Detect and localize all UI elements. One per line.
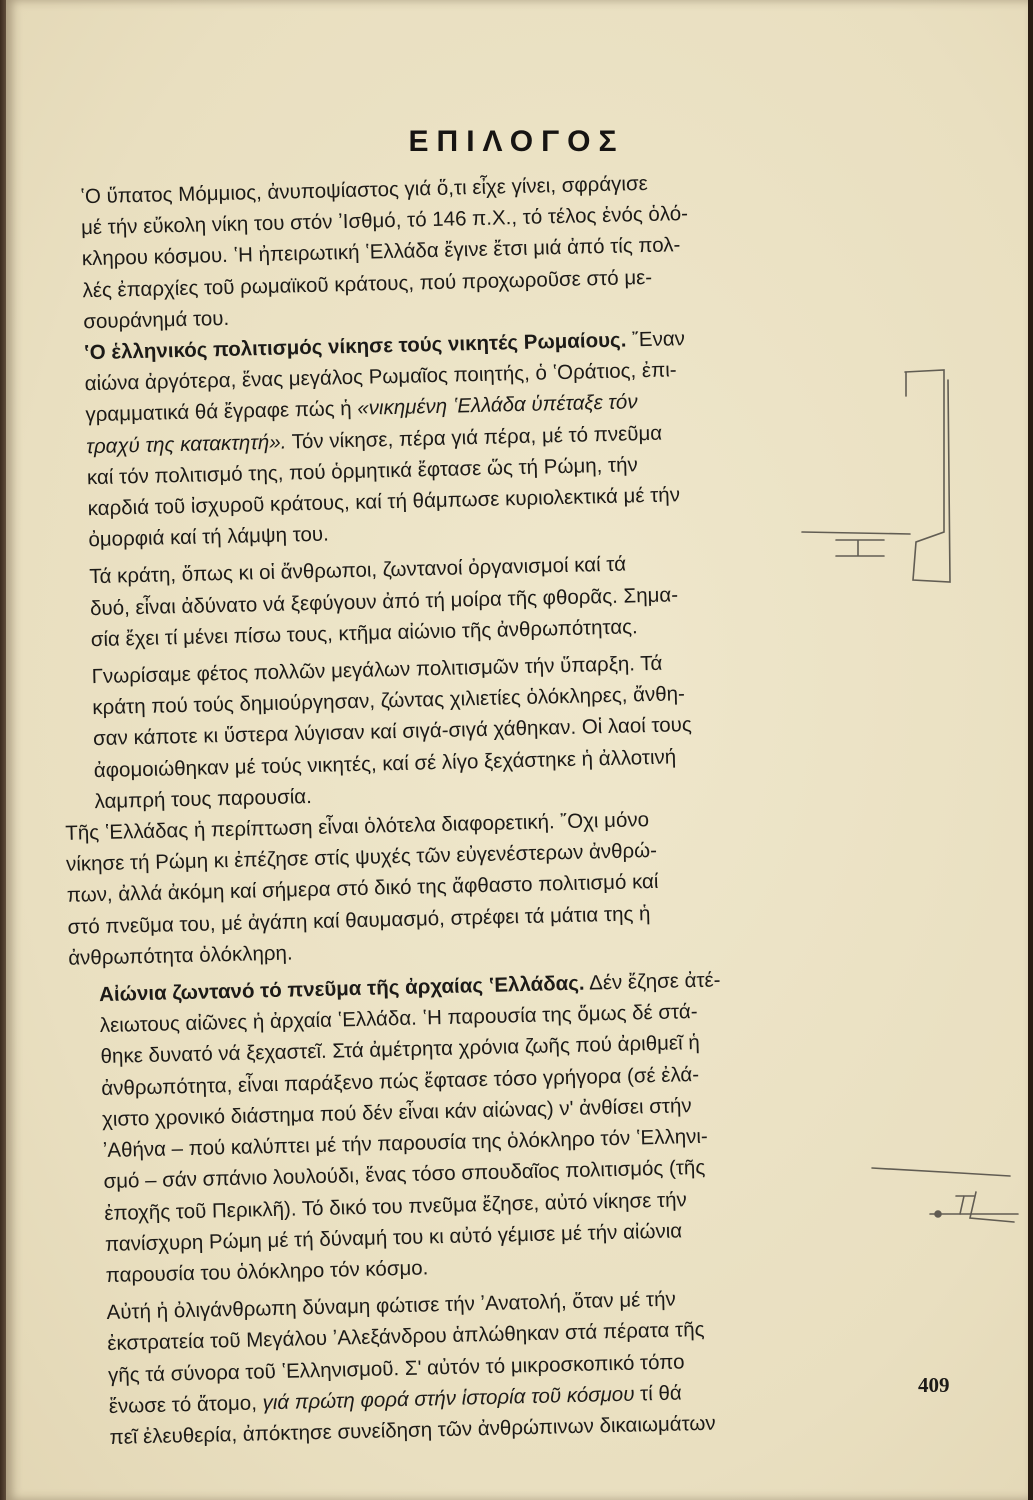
text-run: γραμματικά θά ἔγραφε πώς ἡ [85, 397, 352, 427]
text-run: Δέν ἔζησε ἀτέ- [584, 968, 721, 995]
italic-quote: τραχύ της κατακτητή». [85, 430, 287, 458]
text-line: σουράνημά του. [83, 306, 230, 334]
text-line: ἀνθρωπότητα, εἶναι παράξενο πώς ἔφτασε τόσο γρήγορα (σέ ἐλά- [101, 1062, 700, 1100]
text-line: μέ τήν εὔκολη νίκη του στόν ʼΙσθμό, τό 146 π.Χ., τό τέλος ἑνός ὁλό- [80, 202, 689, 240]
text-run: Τόν νίκησε, πέρα γιά πέρα, μέ τό πνεῦμα [286, 421, 663, 454]
text-line: Τά κράτη, ὅπως κι οἱ ἄνθρωποι, ζωντανοί ὀργανισμοί καί τά [89, 552, 627, 589]
text-line: αἰώνα ἀργότερα, ἕνας μεγάλος Ρωμαῖος ποιητής, ὁ ʽΟράτιος, ἐπι- [84, 358, 677, 396]
pencil-stroke-mark [956, 1192, 1014, 1222]
text-line: πεῖ ἐλευθερία, ἀπόκτησε συνείδηση τῶν ἀνθρώπινων δικαιωμάτων [109, 1411, 716, 1449]
page-number: 409 [918, 1373, 950, 1397]
text-line: νίκησε τή Ρώμη κι ἐπέζησε στίς ψυχές τῶν εὐγενέστερων ἀνθρώ- [65, 839, 658, 877]
text-line: κληρου κόσμου. ʽΗ ἠπειρωτική ʽΕλλάδα ἔγινε ἔτσι μιά ἀπό τίς πολ- [81, 233, 681, 271]
text-run: ἕνωσε τό ἄτομο, [108, 1391, 263, 1418]
pencil-stroke-mark [802, 532, 910, 534]
text-line: γῆς τά σύνορα τοῦ ʽΕλληνισμοῦ. Σ' αὐτόν τό μικροσκοπικό τόπο [107, 1349, 685, 1387]
text-line: παρουσία του ὁλόκληρο τόν κόσμο. [105, 1256, 429, 1287]
text-run: τί θά [634, 1381, 683, 1406]
text-line: ἀνθρωπότητα ὁλόκληρη. [68, 941, 293, 970]
text-line: καί τόν πολιτισμό της, πού ὁρμητικά ἔφτασε ὥς τή Ρώμη, τήν [86, 453, 639, 490]
text-line: πανίσχυρη Ρώμη μέ τή δύναμή του κι αὐτό γέμισε μέ τήν αἰώνια [104, 1219, 683, 1256]
page-title: ΕΠΙΛΟΓΟΣ [408, 125, 625, 158]
text-run: ῎Εναν [626, 327, 686, 352]
italic-quote: «νικημένη ʽΕλλάδα ὑπέταξε τόν [357, 390, 638, 421]
text-line: Γνωρίσαμε φέτος πολλῶν μεγάλων πολιτισμῶν τήν ὕπαρξη. Τά [91, 651, 663, 689]
text-line: δυό, εἶναι ἀδύνατο νά ξεφύγουν ἀπό τή μοίρα τῆς φθορᾶς. Σημα- [89, 582, 679, 620]
text-line: θηκε δυνατό νά ξεχαστεῖ. Στά ἀμέτρητα χρόνια ζωῆς πού ἀριθμεῖ ἡ [100, 1031, 700, 1069]
text-line: ʼΑθήνα – πού καλύπτει μέ τήν παρουσία της ὁλόκληρο τόν ʽΕλληνι- [102, 1124, 708, 1163]
text-line: πων, ἀλλά ἀκόμη καί σήμερα στό δικό της ἄφθαστο πολιτισμό καί [66, 870, 659, 908]
text-line: σμό – σάν σπάνιο λουλούδι, ἕνας τόσο σπουδαῖος πολιτισμός (τῆς [103, 1156, 706, 1194]
text-line: Αὐτή ἡ ὀλιγάνθρωπη δύναμη φώτισε τήν ʼΑνατολή, ὅταν μέ τήν [106, 1287, 676, 1325]
margin-bracket-mark [905, 370, 950, 582]
text-line: ἐκστρατεία τοῦ Μεγάλου ʼΑλεξάνδρου ἁπλώθηκαν στά πέρατα τῆς [107, 1318, 705, 1356]
text-line: λαμπρή τους παρουσία. [94, 784, 313, 813]
pencil-stroke-mark [872, 1168, 1010, 1176]
text-line: ἐποχῆς τοῦ Περικλῆ). Τό δικό του πνεῦμα ἔζησε, αὐτό νίκησε τήν [104, 1187, 688, 1225]
pencil-dot-mark [935, 1211, 941, 1217]
bold-heading: ʽΟ ἑλληνικός πολιτισμός νίκησε τούς νικητές Ρωμαίους. [83, 328, 627, 365]
text-line: λειωτους αἰῶνες ἡ ἀρχαία ʽΕλλάδα. ʽΗ παρουσία της ὅμως δέ στά- [99, 1000, 698, 1038]
text-line: ὀμορφιά καί τή λάμψη του. [88, 522, 330, 552]
text-line: ἀφομοιώθηκαν μέ τούς νικητές, καί σέ λίγο ξεχάστηκε ἡ ἀλλοτινή [93, 745, 677, 782]
text-line: ʽΟ ὕπατος Μόμμιος, ἀνυποψίαστος γιά ὅ,τι εἶχε γίνει, σφράγισε [80, 171, 649, 209]
bold-heading: Αἰώνια ζωντανό τό πνεῦμα τῆς ἀρχαίας ʽΕλλάδας. [98, 971, 585, 1007]
text-line: καρδιά τοῦ ἰσχυροῦ κράτους, καί τή θάμπωσε κυριολεκτικά μέ τήν [87, 483, 681, 521]
italic-phrase: γιά πρώτη φορά στήν ἱστορία τοῦ κόσμου [262, 1382, 635, 1415]
pencil-stroke-mark [836, 540, 884, 556]
text-line: κράτη πού τούς δημιούργησαν, ζώντας χιλιετίες ὁλόκληρες, ἄνθη- [92, 682, 686, 720]
text-line: χιστο χρονικό διάστημα πού δέν εἶναι κάν αἰώνας) ν' ἀνθίσει στήν [101, 1094, 692, 1131]
text-line: λές ἐπαρχίες τοῦ ρωμαϊκοῦ κράτους, πού προχωροῦσε στό με- [82, 265, 653, 302]
text-line: στό πνεῦμα του, μέ ἀγάπη καί θαυμασμό, στρέφει τά μάτια της ἡ [67, 901, 651, 939]
text-line: σαν κάποτε κι ὕστερα λύγισαν καί σιγά-σιγά χάθηκαν. Οἱ λαοί τους [92, 713, 693, 751]
text-line: σία ἔχει τί μένει πίσω τους, κτῆμα αἰώνιο τῆς ἀνθρωπότητας. [90, 615, 639, 652]
text-line: Τῆς ʽΕλλάδας ἡ περίπτωση εἶναι ὁλότελα διαφορετική. ῎Οχι μόνο [65, 808, 650, 845]
